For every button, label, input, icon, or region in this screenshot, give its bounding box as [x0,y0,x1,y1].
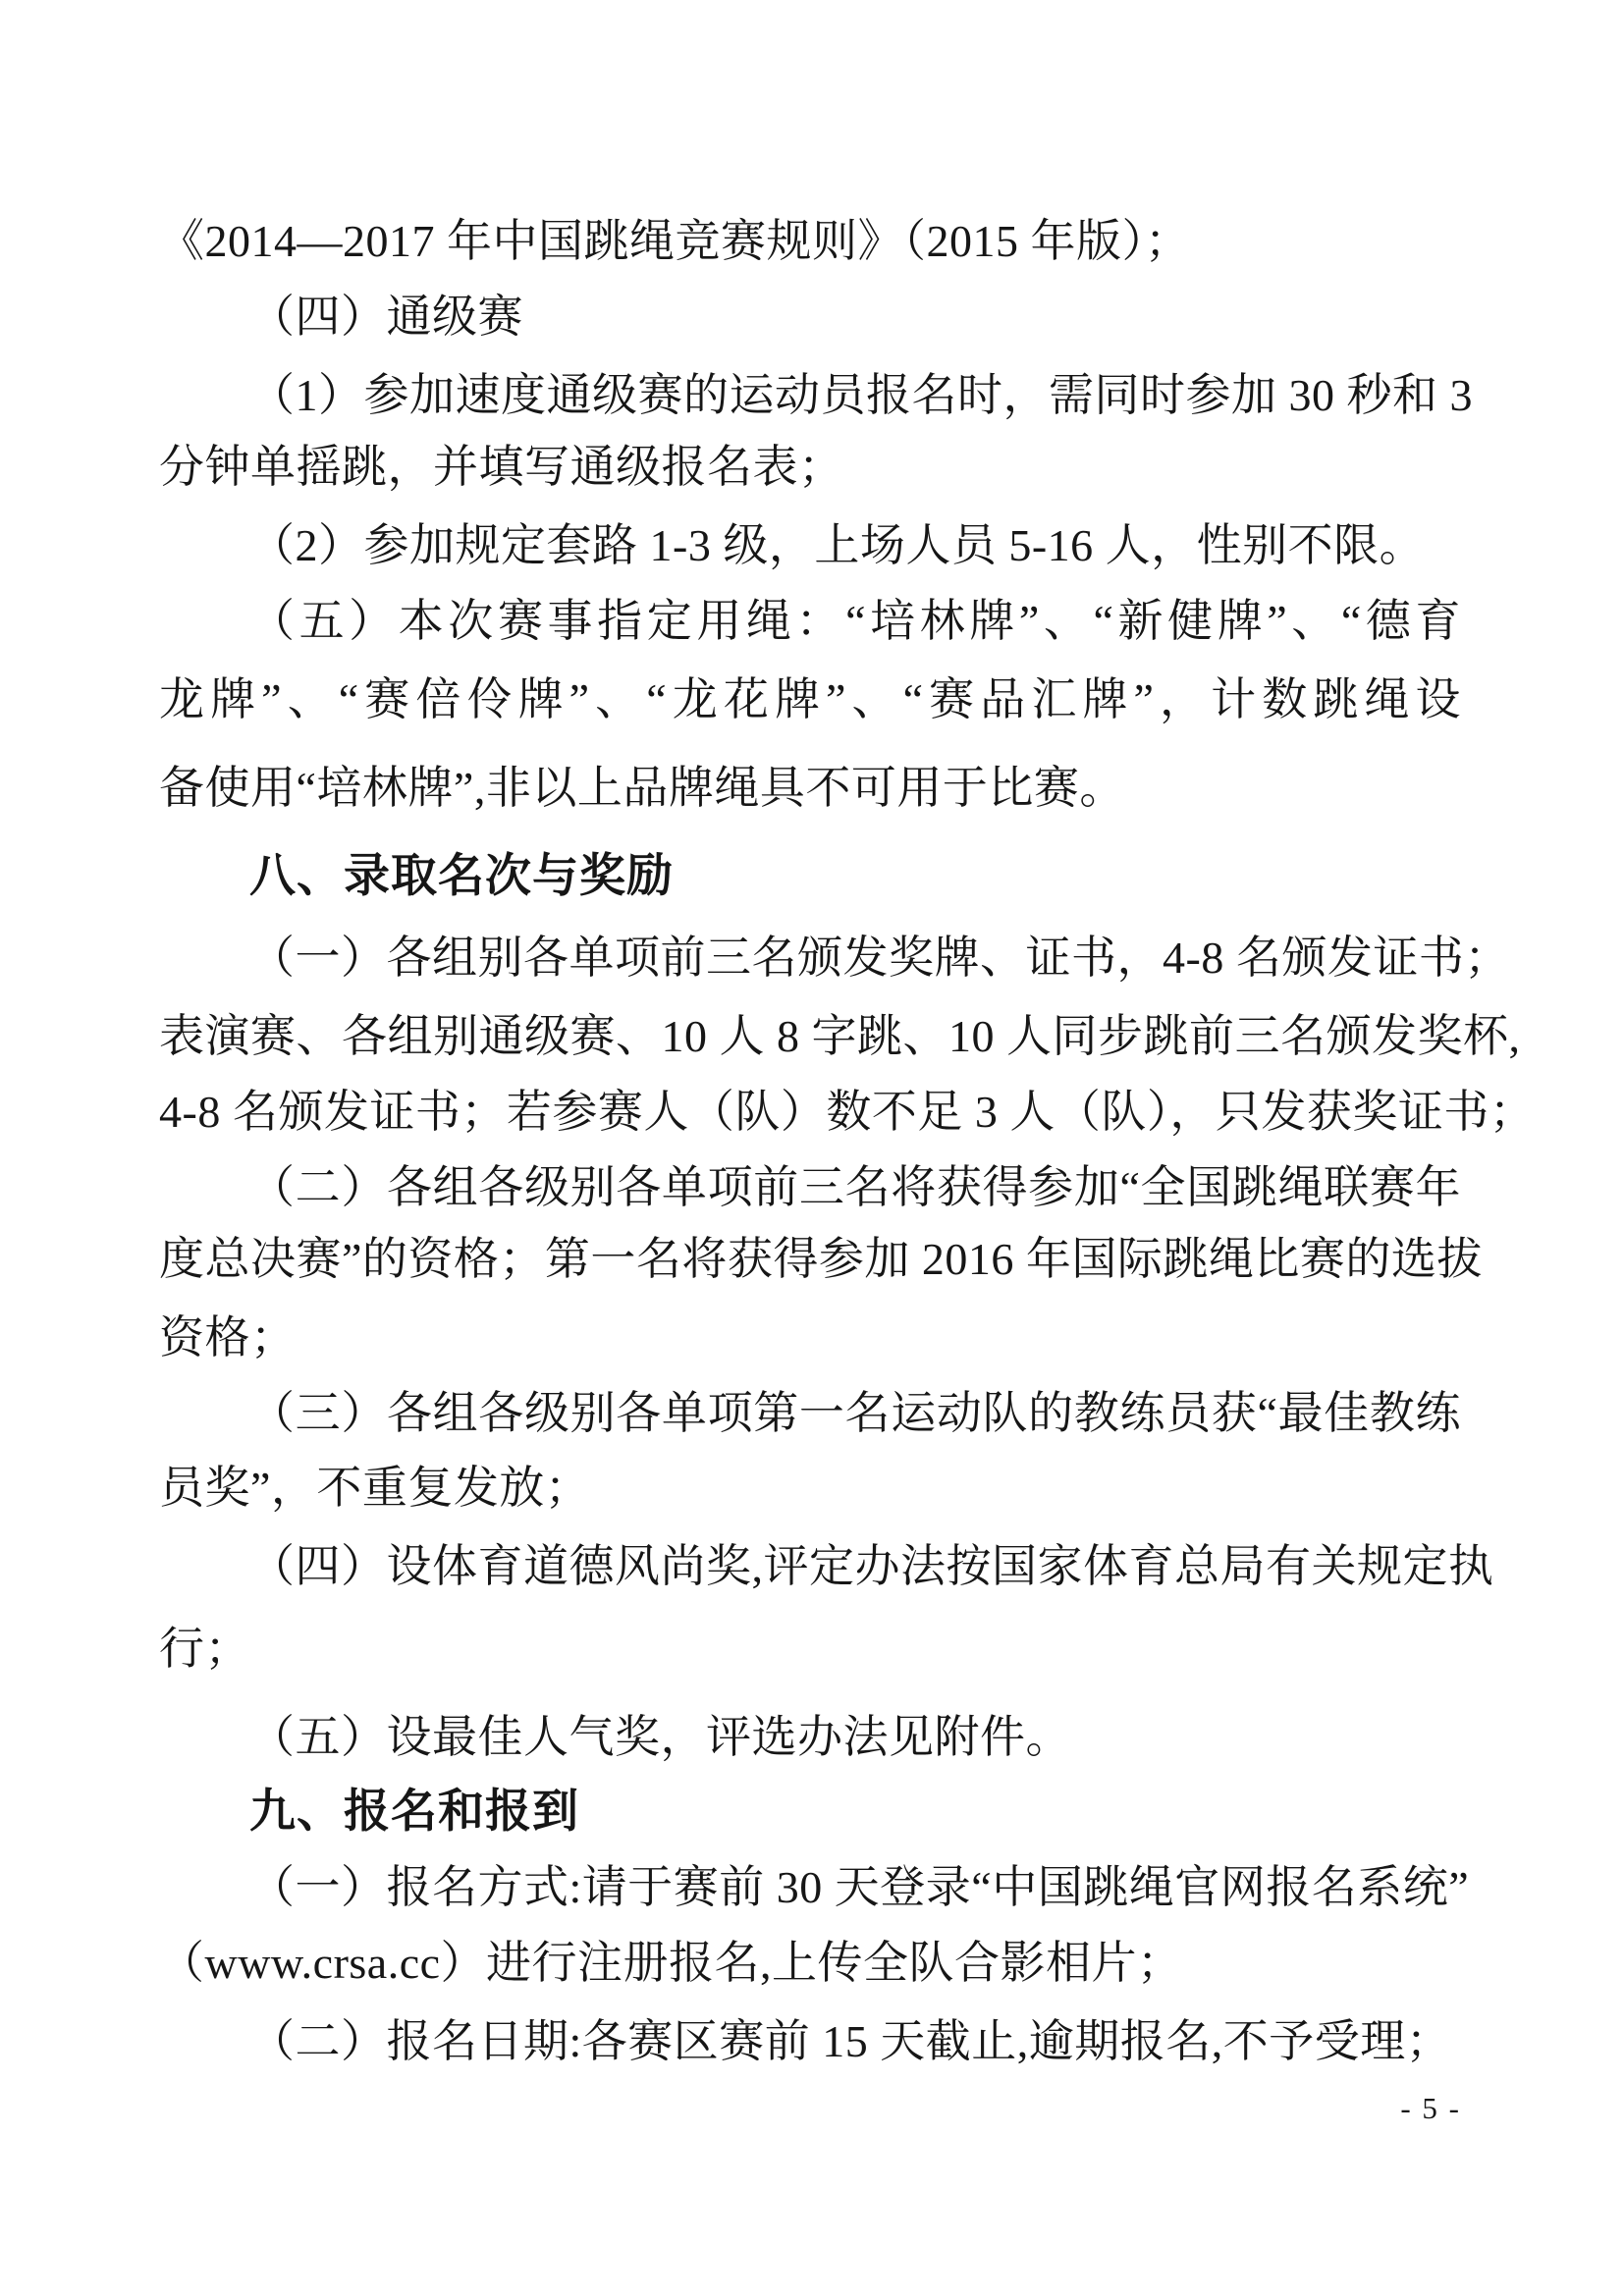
doc-line: 资格； [159,1312,297,1362]
doc-line: （二）各组各级别各单项前三名将获得参加“全国跳绳联赛年 [249,1162,1461,1212]
doc-line: （2）参加规定套路 1-3 级，上场人员 5-16 人，性别不限。 [249,520,1426,570]
doc-line: （四）通级赛 [249,292,523,342]
doc-line: 员奖”，不重复发放； [159,1463,591,1513]
doc-line: （五）设最佳人气奖，评选办法见附件。 [249,1712,1071,1762]
doc-line: 度总决赛”的资格；第一名将获得参加 2016 年国际跳绳比赛的选拔 [159,1234,1483,1284]
doc-line: 备使用“培林牌”,非以上品牌绳具不可用于比赛。 [159,763,1125,813]
section-heading: 八、录取名次与奖励 [249,851,674,902]
doc-line: （四）设体育道德风尚奖,评定办法按国家体育总局有关规定执 [249,1541,1494,1591]
doc-line: （三）各组各级别各单项第一名运动队的教练员获“最佳教练 [249,1388,1461,1438]
doc-line: （www.crsa.cc）进行注册报名,上传全队合影相片； [159,1938,1183,1988]
doc-line: （二）报名日期:各赛区赛前 15 天截止,逾期报名,不予受理； [249,2016,1452,2066]
doc-line: （一）各组别各单项前三名颁发奖牌、证书，4-8 名颁发证书； [249,933,1510,983]
doc-line: 分钟单摇跳，并填写通级报名表； [159,442,844,492]
section-heading: 九、报名和报到 [249,1787,579,1838]
doc-line: （五）本次赛事指定用绳：“培林牌”、“新健牌”、“德育 [249,596,1461,646]
page-number: - 5 - [1400,2091,1461,2125]
doc-line: （1）参加速度通级赛的运动员报名时，需同时参加 30 秒和 3 [249,370,1473,420]
doc-line: 4-8 名颁发证书；若参赛人（队）数不足 3 人（队），只发获奖证书； [159,1087,1536,1137]
doc-line: 行； [159,1624,250,1674]
doc-line: （一）报名方式:请于赛前 30 天登录“中国跳绳官网报名系统” [249,1862,1470,1912]
doc-line: 《2014—2017 年中国跳绳竞赛规则》（2015 年版）； [159,216,1191,266]
doc-line: 龙牌”、“赛倍伶牌”、“龙花牌”、“赛品汇牌”，计数跳绳设 [159,674,1461,724]
doc-line: 表演赛、各组别通级赛、10 人 8 字跳、10 人同步跳前三名颁发奖杯, [159,1011,1521,1061]
